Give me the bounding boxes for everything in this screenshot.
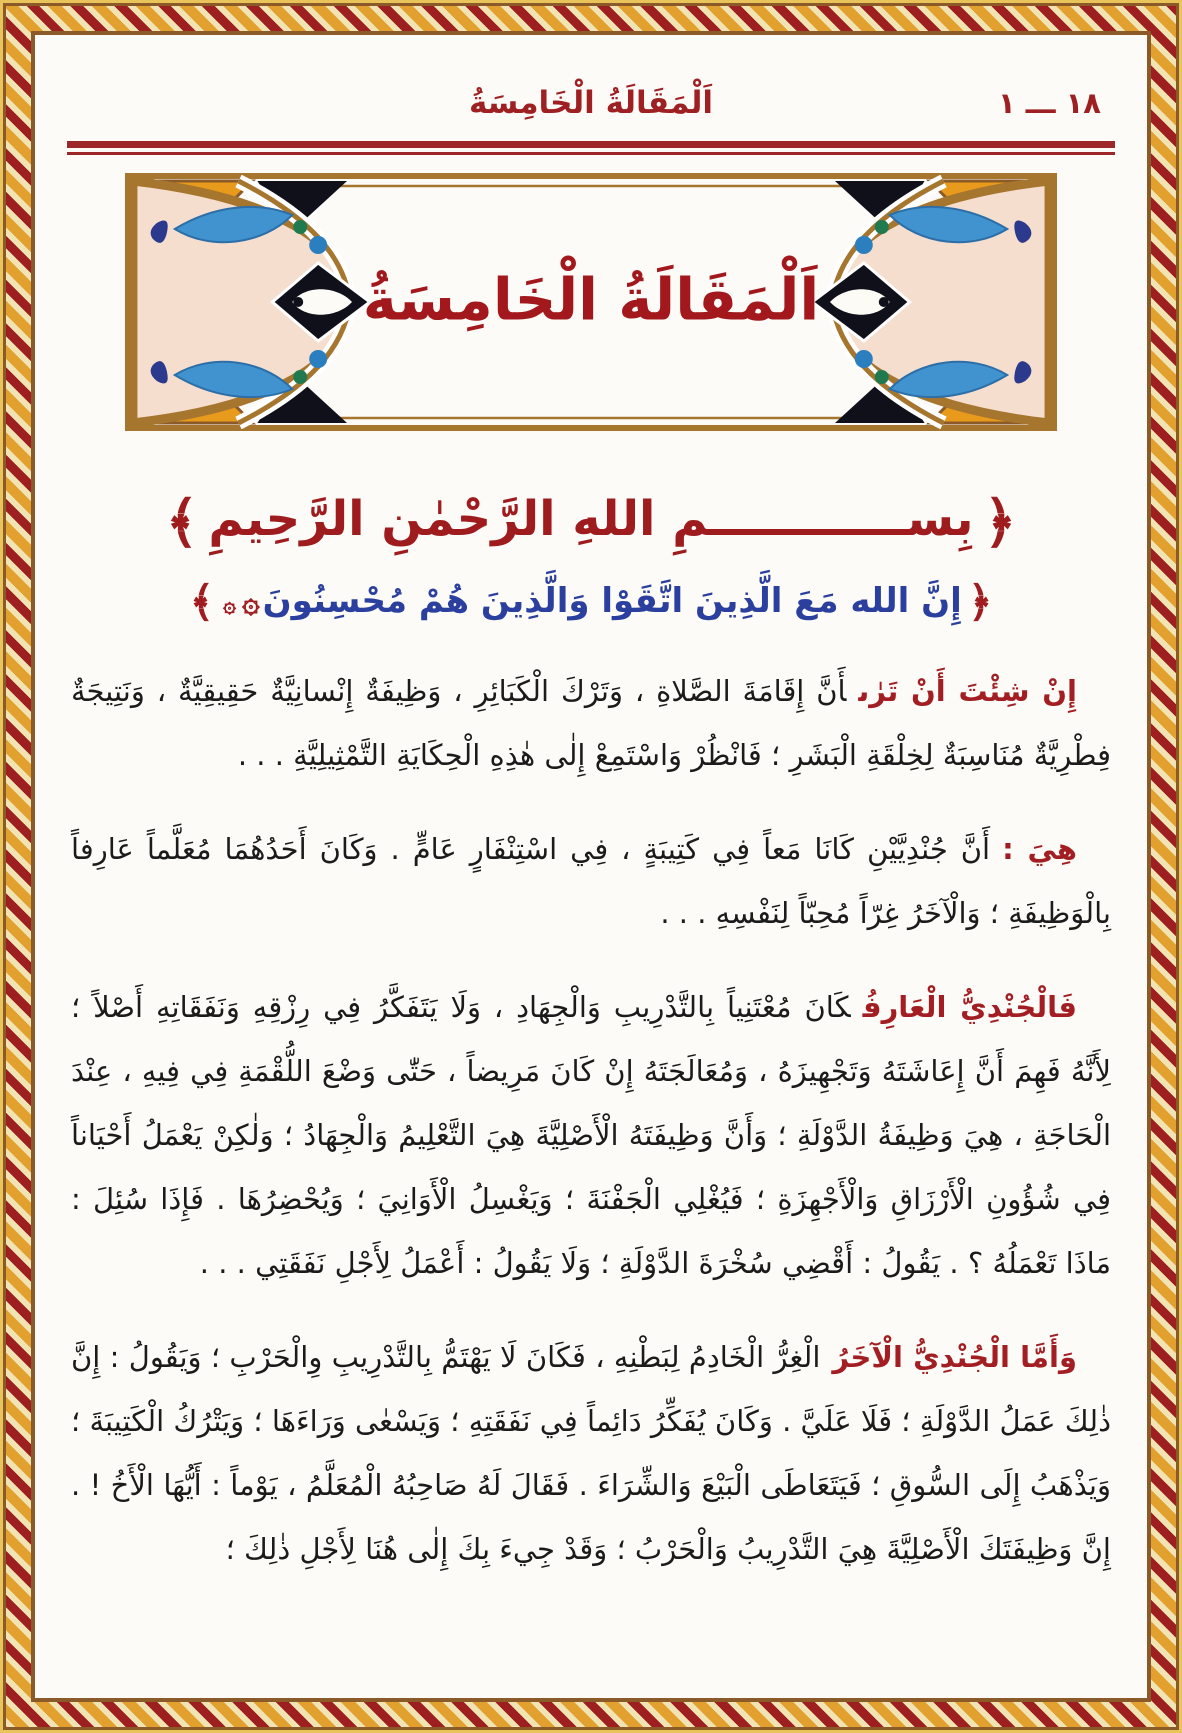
paragraph-lead: إِنْ شِئْتَ أَنْ تَرٰى [858,674,1077,709]
paragraph-lead: هِيَ : [1002,832,1077,867]
paragraph [71,659,1111,787]
paragraph [71,817,1111,945]
verse-rosette-small-icon: ۞ [223,593,237,619]
quran-verse-line [35,570,1147,633]
verse-text: إِنَّ الله مَعَ الَّذِينَ اتَّقَوْا وَالَّذِينَ هُمْ مُحْسِنُونَ [262,581,962,622]
paragraph-body: الْغِرُّ الْخَادِمُ لِبَطْنِهِ ، فَكَانَ لَا يَهْتَمُّ بِالتَّدْرِيبِ وِالْحَرْبِ ؛ وَيَقُولُ : إِنَّ ذٰلِكَ عَمَلُ الدَّوْلَةِ ؛ فَلَا عَلَيَّ . وَكَانَ يُفَكِّرُ دَائِماً فِي نَفَقَتِهِ ؛ وَيَسْعٰى وَرَاءَهَا ؛ وَيَتْرُكُ الْكَتِيبَةَ ؛ وَيَذْهَبُ إِلَى السُّوقِ ؛ فَيَتَعَاطَى الْبَيْعَ وَالشِّرَاءَ . فَقَالَ لَهُ صَاحِبُهُ الْمُعَلَّمُ ، يَوْماً : أَيُّهَا الْأَخُ ! . إِنَّ وَظِيفَتَكَ الْأَصْلِيَّةَ هِيَ التَّدْرِيبُ وَالْحَرْبُ ؛ وَقَدْ جِيءَ بِكَ إِلٰى هُنَا لِأَجْلِ ذٰلِكَ ؛ [71,1340,1111,1567]
paragraph-body: أَنَّ إِقَامَةَ الصَّلاةِ ، وَتَرْكَ الْكَبَائِرِ ، وَظِيفَةٌ إِنْسانِيَّةٌ حَقِيقِيَّةٌ ، وَنَتِيجَةٌ فِطْرِيَّةٌ مُنَاسِبَةٌ لِخِلْقَةِ الْبَشَرِ ؛ فَانْظُرْ وَاسْتَمِعْ إِلٰى هٰذِهِ الْحِكَايَةِ التَّمْثِيلِيَّةِ . . . [71,674,1111,773]
basmala-line [35,489,1147,556]
paragraph-lead: وَأَمَّا الْجُنْدِيُّ الْآخَرُ [832,1340,1077,1375]
paragraph-body: كَانَ مُعْتَنِياً بِالتَّدْرِيبِ وَالْجِهَادِ ، وَلَا يَتَفَكَّرُ فِي رِزْقِهِ وَنَفَقَاتِهِ أَصْلاً ؛ لِأَنَّهُ فَهِمَ أَنَّ إِعَاشَتَهُ وَتَجْهِيزَهُ ، وَمُعَالَجَتَهُ إِنْ كَانَ مَرِيضاً ، حَتّٰى وَضْعَ اللُّقْمَةِ فِي فِيهِ ، عِنْدَ الْحَاجَةِ ، هِيَ وَظِيفَةُ الدَّوْلَةِ ؛ وَأَنَّ وَظِيفَتَهُ الْأَصْلِيَّةَ هِيَ التَّعْلِيمُ وَالْجِهَادُ ؛ وَلٰكِنْ يَعْمَلُ أَحْيَاناً فِي شُؤُونِ الْأَرْزَاقِ وَالْأَجْهِزَةِ ؛ فَيُغْلِي الْجَفْنَةَ ؛ وَيَغْسِلُ الْأَوَانِيَ ؛ وَيُحْضِرُهَا . فَإِذَا سُئِلَ : مَاذَا تَعْمَلُهُ ؟ . يَقُولُ : أَقْضِي سُخْرَةَ الدَّوْلَةِ ؛ وَلَا يَقُولُ : أَعْمَلُ لِأَجْلِ نَفَقَتِي . . . [71,990,1111,1281]
body-text [71,659,1111,1581]
basmala-ornament-right-icon: ﴿ [983,490,1017,555]
paragraph-lead: فَالْجُنْدِيُّ الْعَارِفُ [862,990,1077,1025]
paragraph-body: أَنَّ جُنْدِيَّيْنِ كَانَا مَعاً فِي كَتِيبَةٍ ، فِي اسْتِنْفَارٍ عَامٍّ . وَكَانَ أَحَدُهُمَا مُعَلَّماً عَارِفاً بِالْوَظِيفَةِ ؛ وَالْآخَرُ غِرّاً مُحِبّاً لِنَفْسِهِ . . . [71,832,1111,931]
ornamental-banner [123,171,1059,433]
paragraph [71,1325,1111,1581]
header-divider [67,141,1115,155]
basmala-ornament-left-icon: ﴾ [165,490,199,555]
verse-bracket-left-icon: ﴾ [189,577,215,627]
banner-title: اَلْمَقَالَةُ الْخَامِسَةُ [362,265,820,334]
page-header [75,77,1107,129]
verse-rosette-icon: ۞ [242,585,260,621]
basmala-text: بِســــــــــــمِ اللهِ الرَّحْمٰنِ الرَّحِيمِ [208,491,974,547]
page-paper [31,31,1151,1702]
divider-thin-rule [67,152,1115,155]
running-title: اَلْمَقَالَةُ الْخَامِسَةُ [468,85,714,121]
paragraph [71,975,1111,1295]
page-number: ١٨ ـــ ١ [997,86,1101,120]
divider-thick-rule [67,141,1115,148]
verse-bracket-right-icon: ﴿ [967,577,993,627]
